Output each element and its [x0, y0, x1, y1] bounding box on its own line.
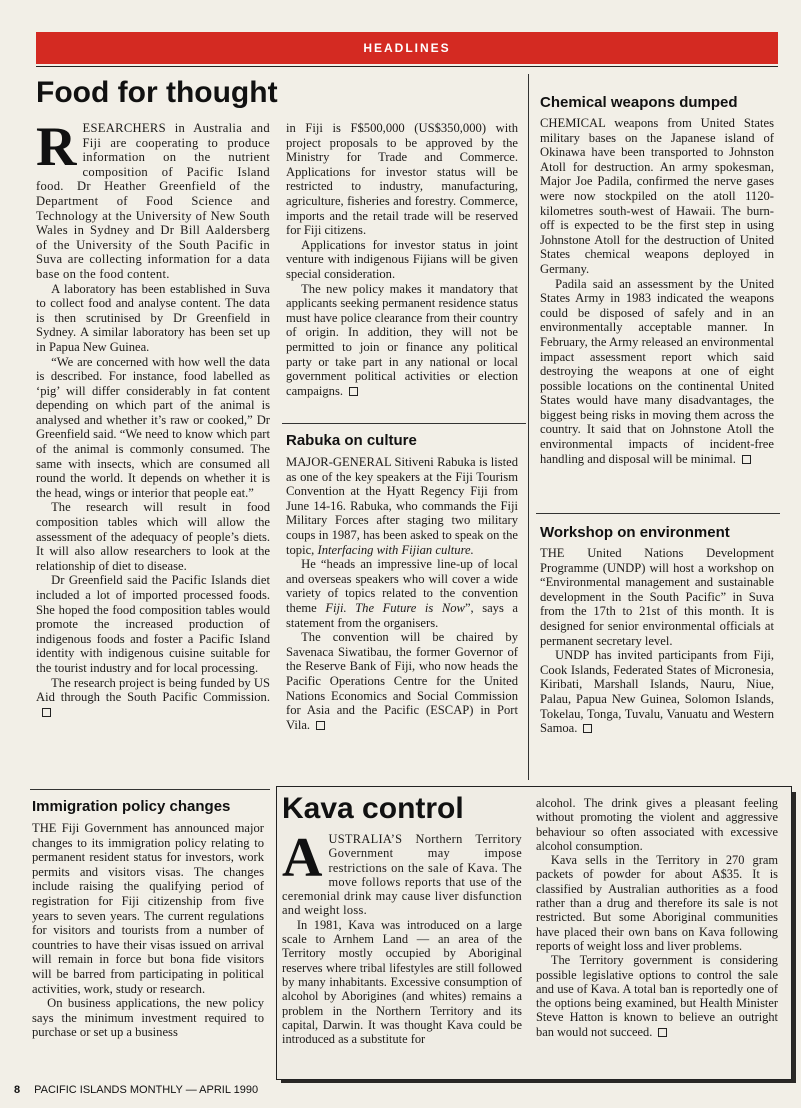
story-divider — [30, 789, 270, 790]
kava-paragraph-2: In 1981, Kava was introduced on a large scale to Arnhem Land — an area of the Territory mostly occupied by Aboriginal reserves where tribal lifestyles are still followed by many inhabitants. Excessive consumption of alcohol by Aborigines (and whites) remains a problem in the Northern Territory and its capital, Darwin. It was thought Kava could be introduced as a substitute for — [282, 917, 522, 1047]
page-number: 8 — [14, 1084, 21, 1096]
section-banner — [36, 32, 778, 64]
immigration-continued-1: in Fiji is F$500,000 (US$350,000) with project proposals to be approved by the Ministry for Trade and Commerce. Applications for investor status will be restricted to industry, manufacturing, agriculture, fisheries and forestry. Commerce, imports and the retail trade will be reserved for Fiji citizens. — [286, 121, 518, 238]
chemical-paragraph-1: CHEMICAL weapons from United States military bases on the Japanese island of Okinawa have been transported to Johnston Atoll for destruction. An army spokesman, Major Joe Padila, confirmed the nerve gases were now stockpiled on the atoll 1120-kilometres south-west of Hawaii. The burn-off is expected to be the first step in using Johnstone Atoll for the destruction of United States chemical weapons deployed in Germany. — [540, 116, 774, 276]
chemical-headline: Chemical weapons dumped — [540, 94, 738, 111]
food-paragraph-1: ESEARCHERS in Australia and Fiji are cooperating to produce information on the nutrient composition of Pacific Island food. Dr Heather Greenfield of the Department of Food Science and Technology at the University of New South Wales in Sydney and Dr Bill Aaldersberg of the University of the South Pacific in Suva are collecting information for a data base on the food content. — [36, 121, 270, 281]
food-dropcap: R — [36, 116, 77, 178]
food-paragraph-2: A laboratory has been established in Suva to collect food and analyse content. The data is then scrutinised by Dr Greenfield in Sydney. A similar laboratory has been set up in Papua New Guinea. — [36, 281, 270, 354]
immigration-continued-3: The new policy makes it mandatory that applicants seeking permanent residence status must have police clearance from their country of origin. In addition, they will not be permitted to join or finance any political party or take part in any national or local government political activities or election campaigns. — [286, 281, 518, 398]
end-of-story-mark — [658, 1028, 667, 1037]
end-of-story-mark — [42, 708, 51, 717]
kava-paragraph-5: The Territory government is considering possible legislative options to control the sale and use of Kava. A total ban is reportedly one of the options being examined, but Health Minister Steve Hatton is known to believe an outright ban would not succeed. — [536, 953, 778, 1039]
food-headline: Food for thought — [36, 76, 278, 109]
kava-headline: Kava control — [282, 792, 464, 825]
kava-paragraph-3: alcohol. The drink gives a pleasant feeling without promoting the violent and aggressive behaviour so often associated with excessive alcohol consumption. — [536, 796, 778, 853]
story-divider — [536, 513, 780, 514]
workshop-headline: Workshop on environment — [540, 524, 730, 541]
food-paragraph-5: Dr Greenfield said the Pacific Islands diet included a lot of imported processed foods. She hoped the food composition tables would promote the increased production of indigenous foods and foster a Pacific Island identity with indigenous cuisine suitable for the tourist industry and for local processing. — [36, 573, 270, 675]
immigration-paragraph-1: THE Fiji Government has announced major changes to its immigration policy relating to permanent resident status for investors, work permits and visitors visas. The changes include raising the qualifying period of registration for Fiji citizenship from five years to seven years. The current regulations for visitors and tourists from a number of countries to have their visas issued on arrival will remain in force but bona fide visitors will be barred from participating in political activities, work, study or research. — [32, 821, 264, 996]
end-of-story-mark — [583, 724, 592, 733]
kava-paragraph-1: USTRALIA’S Northern Territory Government may impose restrictions on the sale of Kava. The move follows reports that use of the ceremonial drink may cause liver disfunction and weight loss. — [282, 832, 522, 918]
workshop-paragraph-2: UNDP has invited participants from Fiji, Cook Islands, Federated States of Micronesia, Kiribati, Marshall Islands, Nauru, Niue, Palau, Papua New Guinea, Solomon Islands, Tokelau, Tonga, Tuvalu, Vanuatu and Western Samoa. — [540, 648, 774, 736]
page-footer — [14, 1084, 258, 1096]
kava-column-1 — [282, 827, 522, 1047]
kava-dropcap: A — [282, 827, 323, 889]
workshop-body — [540, 546, 774, 736]
immigration-paragraph-2: On business applications, the new policy says the minimum investment required to purchase or set up a business — [32, 996, 264, 1040]
food-paragraph-3: “We are concerned with how well the data is described. For instance, food labelled as ‘pig’ will differ considerably in fat content depending on which part of the animal is analysed and whether it’s raw or cooked,” Dr Greenfield said. “We need to know which part of the animal is commonly consumed. The same with insects, which are consumed all round the world. It depends on whether it is the head, wings or interior that people eat.” — [36, 354, 270, 500]
rabuka-theme: Fiji. The Future is Now — [325, 600, 465, 615]
kava-paragraph-4: Kava sells in the Territory in 270 gram packets of powder for about A$35. It is classified by Australian authorities as a food rather than a drug and therefore its sale is not restricted. But some Aboriginal communities have placed their own bans on Kava following reports of weight loss and liver problems. — [536, 853, 778, 953]
rabuka-body — [286, 455, 518, 732]
chemical-body — [540, 116, 774, 466]
story-divider — [282, 423, 526, 424]
publication-line: PACIFIC ISLANDS MONTHLY — APRIL 1990 — [34, 1084, 259, 1096]
immigration-continued-2: Applications for investor status in joint venture with indigenous Fijians will be given special consideration. — [286, 237, 518, 281]
rabuka-paragraph-1: MAJOR-GENERAL Sitiveni Rabuka is listed as one of the key speakers at the Fiji Tourism Convention at the Hyatt Regency Fiji from June 14-16. Rabuka, who commands the Fiji Military Forces after staging two military coups in 1987, has been asked to speak on the topic, — [286, 455, 518, 557]
food-column-1 — [36, 116, 270, 719]
chemical-paragraph-2: Padila said an assessment by the United States Army in 1983 indicated the weapons could be disposed of safely and in an environmentally acceptable manner. In February, the Army released an environmental impact assessment report which said destroying the weapons at one of eight possible locations on the continental United States would have many disadvantages, the biggest being risks in moving them across the country. It said that on Johnstone Atoll the environmental impacts of incident-free handling and disposal will be minimal. — [540, 276, 774, 466]
column-divider — [528, 74, 529, 780]
food-column-2 — [286, 121, 518, 398]
end-of-story-mark — [349, 387, 358, 396]
food-paragraph-4: The research will result in food composition tables which will allow the assessment of the adequacy of people’s diets. It will also allow researchers to look at the relationship of diet to disease. — [36, 500, 270, 573]
rabuka-paragraph-3: The convention will be chaired by Savenaca Siwatibau, the former Governor of the Reserve Bank of Fiji, who now heads the Pacific Operations Centre for the United Nations Economics and Social Commission for Asia and the Pacific (ESCAP) in Port Vila. — [286, 630, 518, 732]
rabuka-paragraph-2b: ”, says a statement from the organisers. — [286, 600, 518, 630]
immigration-body — [32, 821, 264, 1040]
food-paragraph-6: The research project is being funded by US Aid through the South Pacific Commission. — [36, 675, 270, 705]
kava-column-2 — [536, 796, 778, 1039]
top-rule — [36, 66, 778, 67]
immigration-headline: Immigration policy changes — [32, 798, 231, 815]
workshop-paragraph-1: THE United Nations Development Programme (UNDP) will host a workshop on “Environmental management and sustainable development in the South Pacific” in Suva from the 17th to 21st of this month. It is designed for senior environmental officials at permanent secretary level. — [540, 546, 774, 648]
banner-label: HEADLINES — [363, 41, 451, 55]
end-of-story-mark — [742, 455, 751, 464]
rabuka-headline: Rabuka on culture — [286, 432, 417, 449]
rabuka-topic: Interfacing with Fijian culture. — [317, 542, 474, 557]
end-of-story-mark — [316, 721, 325, 730]
rabuka-paragraph-2a: He “heads an impressive line-up of local and overseas speakers who will cover a wide variety of topics related to the convention theme — [286, 557, 518, 615]
